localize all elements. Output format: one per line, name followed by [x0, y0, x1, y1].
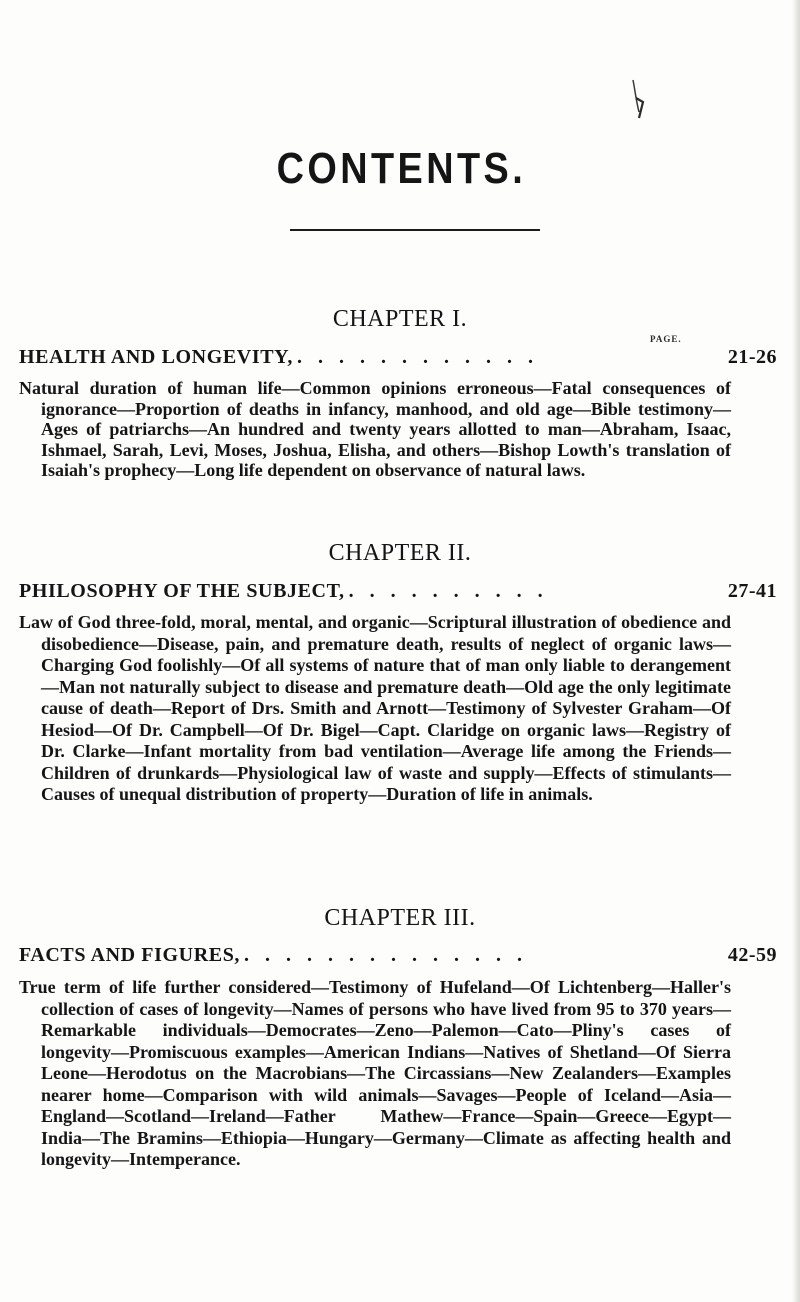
chapter-1-heading: CHAPTER I. [332, 306, 468, 332]
chapter-3-leader-dots: . . . . . . . . . . . . . . [244, 944, 528, 966]
title-rule [290, 229, 540, 231]
chapter-2-pages: 27-41 [727, 580, 777, 602]
chapter-2-title: PHILOSOPHY OF THE SUBJECT, [19, 580, 345, 602]
chapter-3-entry[interactable] [19, 944, 781, 967]
chapter-1-title: HEALTH AND LONGEVITY, [19, 346, 293, 368]
pages-column-label: PAGE. [650, 334, 682, 344]
chapter-2-heading: CHAPTER II. [328, 540, 472, 566]
chapter-3-title: FACTS AND FIGURES, [19, 944, 241, 966]
chapter-3-summary: True term of life further considered—Testimony of Hufeland—Of Lichtenberg—Haller's collection of cases of longevity—Names of persons who have lived from 95 to 370 years—Remarkable individuals—Democrates—Zeno—Palemon—Cato—Pliny's cases of longevity—Promiscuous examples—American Indians—Natives of Shetland—Of Sierra Leone—Herodotus on the Macrobians—The Circassians—New Zealanders—Examples nearer home—Comparison with wild animals—Savages—People of Iceland—Asia—England—Scotland—Ireland—Father Mathew—France—Spain—Greece—Egypt—India—The Bramins—Ethiopia—Hungary—Germany—Climate as affecting health and longevity—Intemperance. [19, 977, 731, 1169]
ink-mark [630, 78, 646, 120]
chapter-2-leader-dots: . . . . . . . . . . [348, 580, 549, 602]
chapter-1-leader-dots: . . . . . . . . . . . . [296, 346, 539, 368]
page-title: CONTENTS. [276, 144, 527, 193]
chapter-3-heading: CHAPTER III. [324, 905, 476, 931]
page-edge-shadow [792, 0, 800, 1302]
chapter-3-pages: 42-59 [727, 944, 777, 966]
chapter-1-entry[interactable] [19, 346, 781, 369]
chapter-2-summary: Law of God three-fold, moral, mental, and organic—Scriptural illustration of obedience and disobedience—Disease, pain, and premature death, results of neglect of organic laws—Charging God foolishly—Of all systems of nature that of man only liable to derangement—Man not naturally subject to disease and premature death—Old age the only legitimate cause of death—Report of Drs. Smith and Arnott—Testimony of Sylvester Graham—Of Hesiod—Of Dr. Campbell—Of Dr. Bigel—Capt. Claridge on organic laws—Registry of Dr. Clarke—Infant mortality from bad ventilation—Average life among the Friends—Children of drunkards—Physiological law of waste and supply—Effects of stimulants—Causes of unequal distribution of property—Duration of life in animals. [19, 612, 731, 804]
chapter-2-entry[interactable] [19, 580, 781, 603]
chapter-1-pages: 21-26 [727, 346, 777, 368]
chapter-1-summary: Natural duration of human life—Common opinions erroneous—Fatal consequences of ignorance—Proportion of deaths in infancy, manhood, and old age—Bible testimony—Ages of patriarchs—An hundred and twenty years allotted to man—Abraham, Isaac, Ishmael, Sarah, Levi, Moses, Joshua, Elisha, and others—Bishop Lowth's translation of Isaiah's prophecy—Long life dependent on observance of natural laws. [19, 378, 731, 480]
